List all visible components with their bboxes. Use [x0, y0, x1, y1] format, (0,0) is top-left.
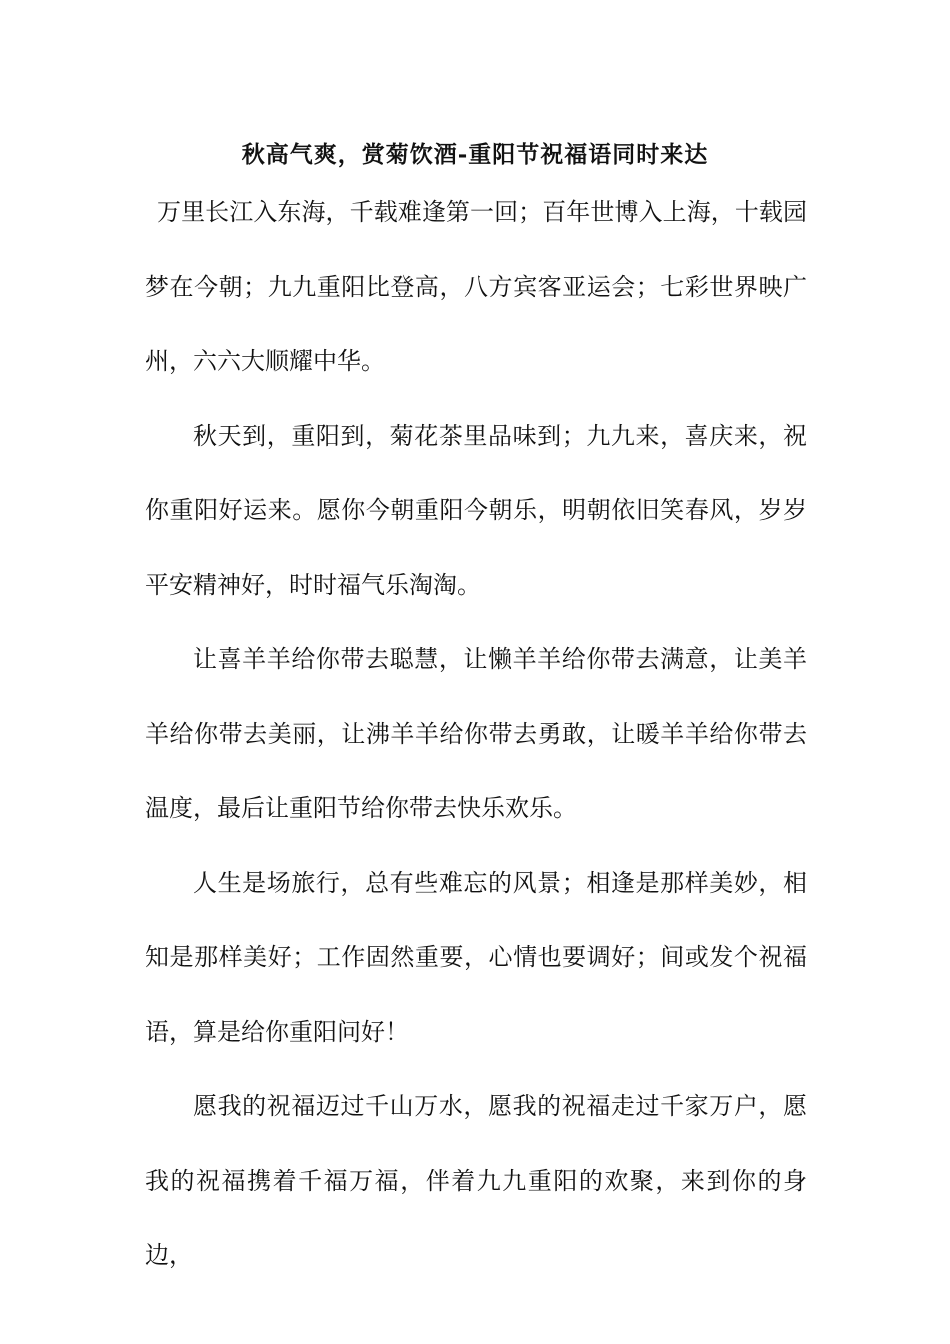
paragraph: 让喜羊羊给你带去聪慧，让懒羊羊给你带去满意，让美羊羊给你带去美丽，让沸羊羊给你带去勇敢，让暖羊羊给你带去温度，最后让重阳节给你带去快乐欢乐。: [145, 645, 807, 822]
paragraph: 秋天到，重阳到，菊花茶里品味到；九九来，喜庆来，祝你重阳好运来。愿你今朝重阳今朝乐，明朝依旧笑春风，岁岁平安精神好，时时福气乐淘淘。: [145, 421, 807, 599]
paragraph: 愿我的祝福迈过千山万水，愿我的祝福走过千家万户，愿我的祝福携着千福万福，伴着九九重阳的欢聚，来到你的身边，: [145, 1092, 807, 1269]
document-body: [145, 180, 807, 1293]
paragraph: 人生是场旅行，总有些难忘的风景；相逢是那样美妙，相知是那样美好；工作固然重要，心情也要调好；间或发个祝福语，算是给你重阳问好！: [145, 868, 807, 1046]
document-title: 秋高气爽，赏菊饮酒-重阳节祝福语同时来达: [241, 141, 709, 168]
paragraph: 万里长江入东海，千载难逢第一回；百年世博入上海，十载园梦在今朝；九九重阳比登高，八方宾客亚运会；七彩世界映广州，六六大顺耀中华。: [145, 198, 807, 375]
